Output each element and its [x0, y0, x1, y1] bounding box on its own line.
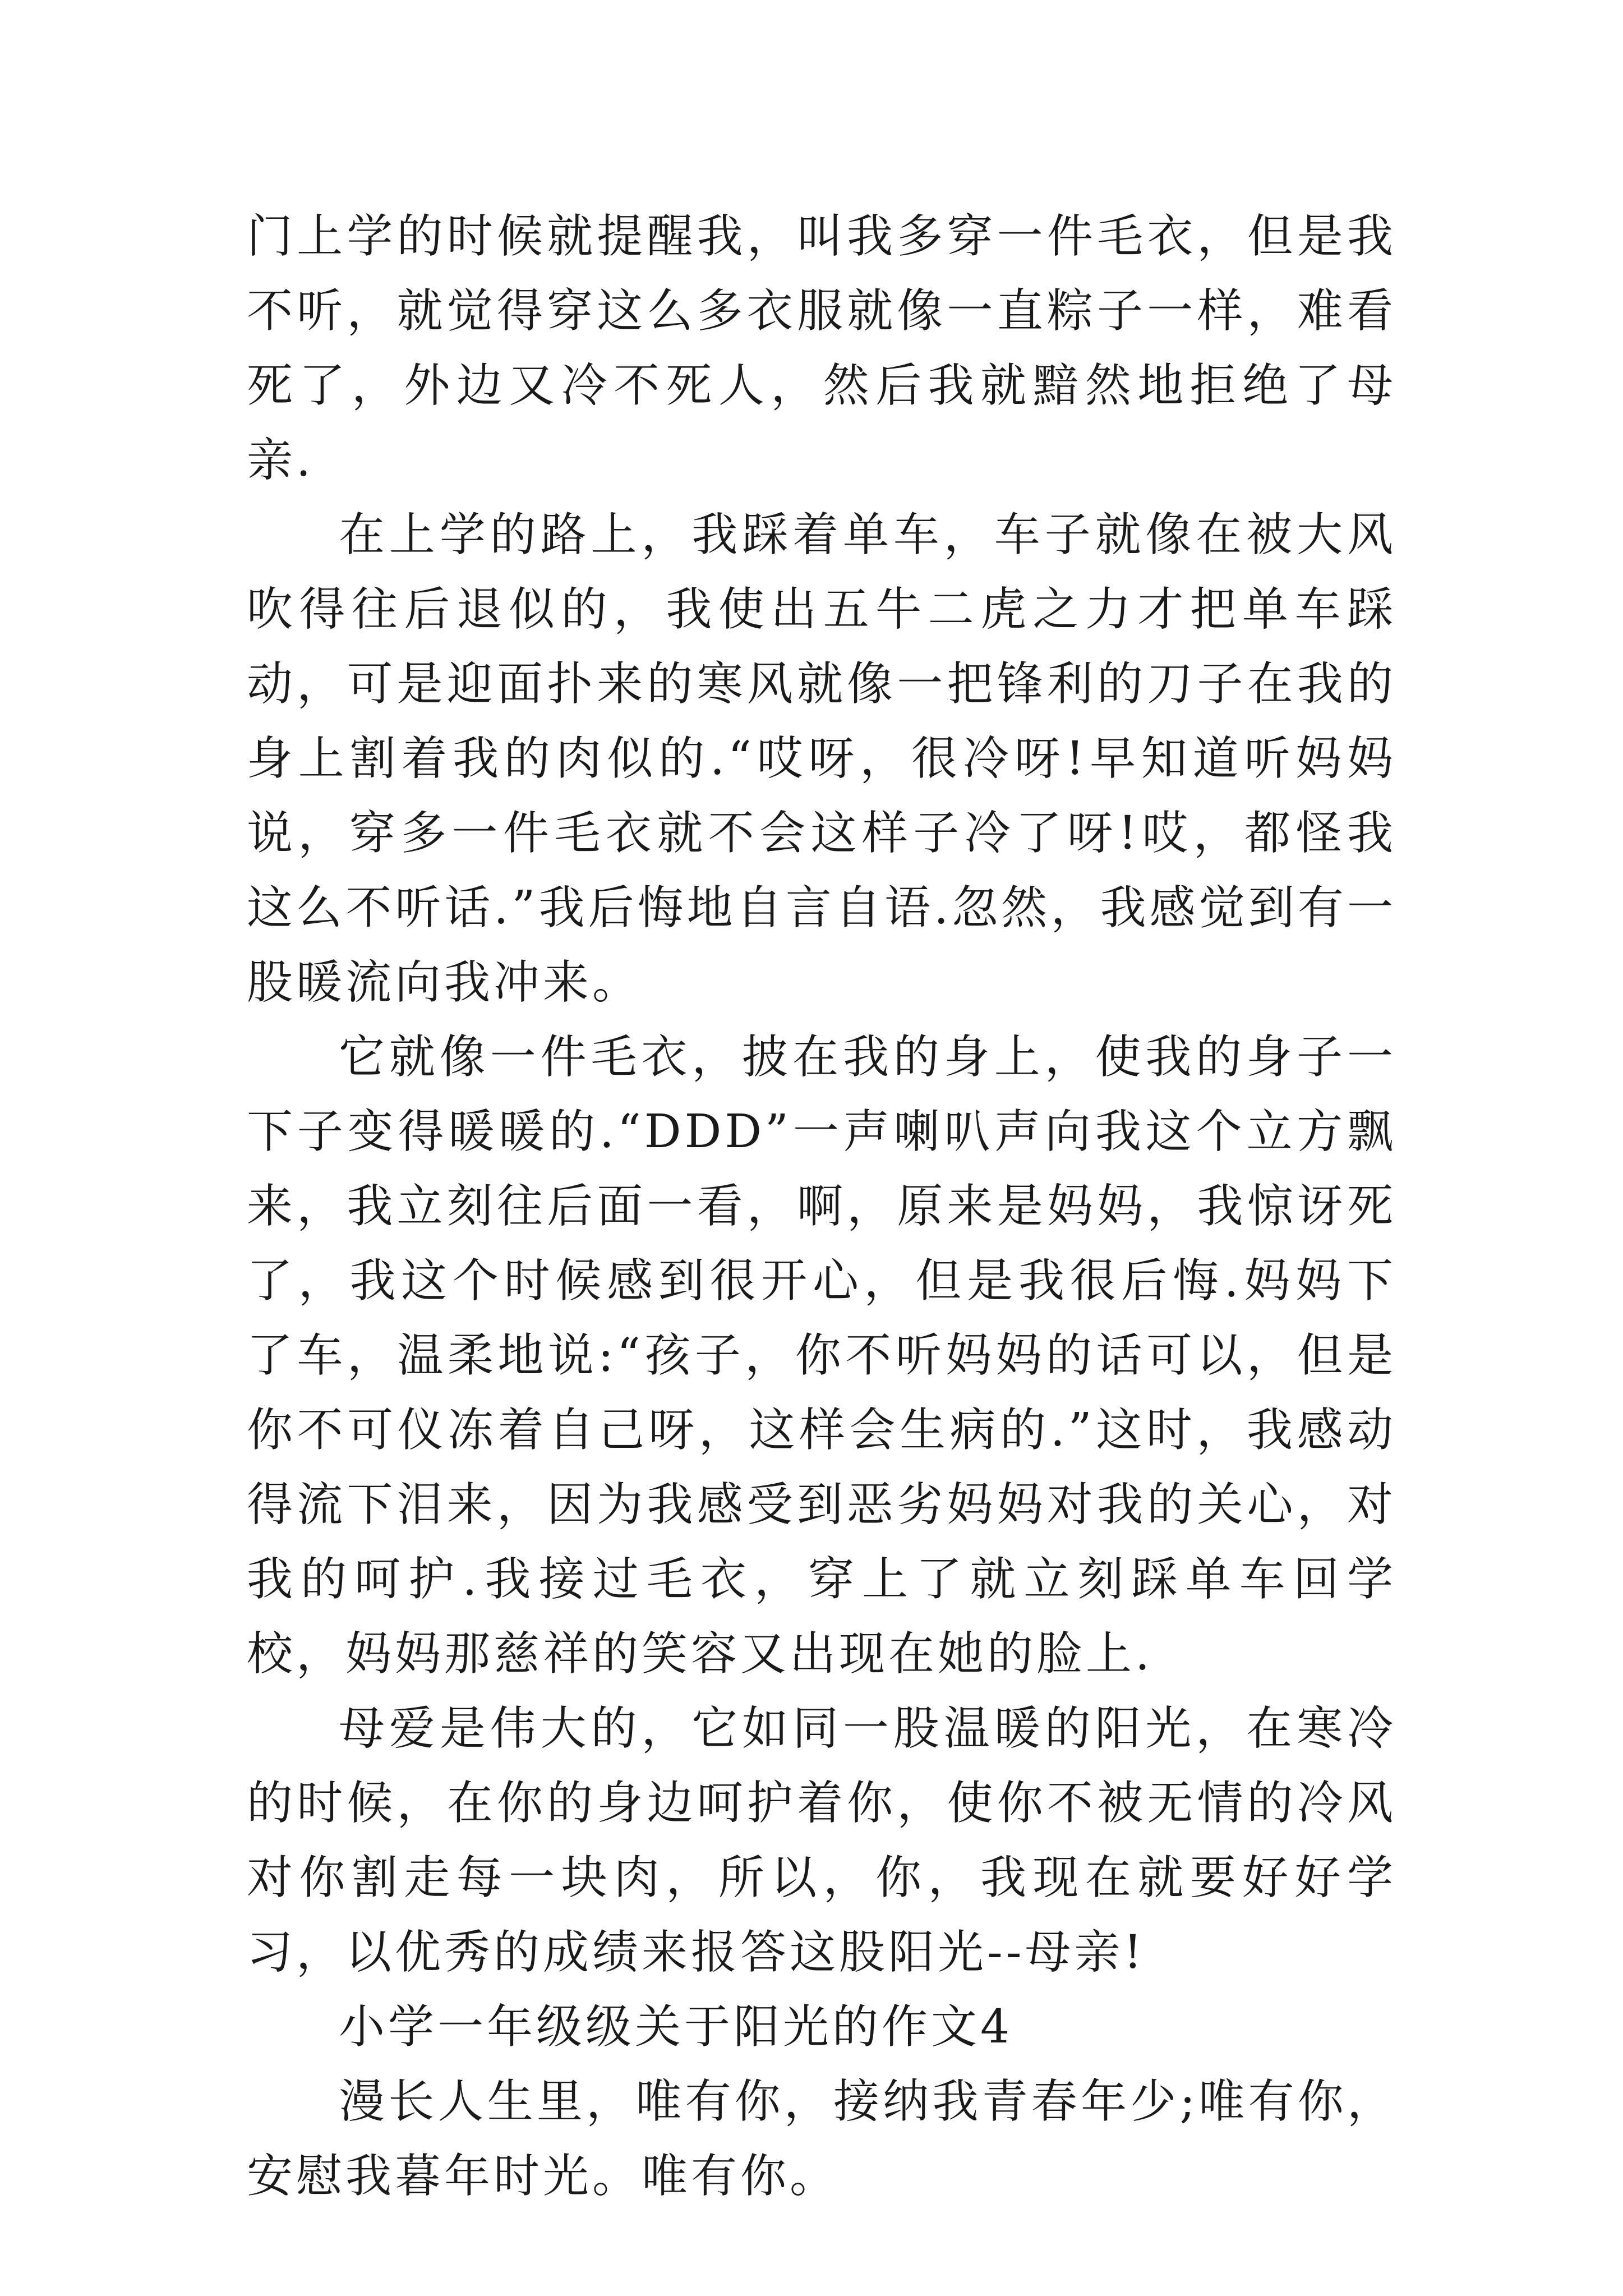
document-body — [247, 199, 1396, 2214]
paragraph: 它就像一件毛衣，披在我的身上，使我的身子一下子变得暖暖的.“DDD”一声喇叭声向我这个立方飘来，我立刻往后面一看，啊，原来是妈妈，我惊讶死了，我这个时候感到很开心，但是我很后悔.妈妈下了车，温柔地说:“孩子，你不听妈妈的话可以，但是你不可仪冻着自己呀，这样会生病的.”这时，我感动得流下泪来，因为我感受到恶劣妈妈对我的关心，对我的呵护.我接过毛衣，穿上了就立刻踩单车回学校，妈妈那慈祥的笑容又出现在她的脸上. — [247, 1030, 1396, 1681]
paragraph: 母爱是伟大的，它如同一股温暖的阳光，在寒冷的时候，在你的身边呵护着你，使你不被无情的冷风对你割走每一块肉，所以，你，我现在就要好好学习，以优秀的成绩来报答这股阳光--母亲! — [247, 1702, 1396, 1979]
paragraph-continuation: 门上学的时候就提醒我，叫我多穿一件毛衣，但是我不听，就觉得穿这么多衣服就像一直粽子一样，难看死了，外边又冷不死人，然后我就黯然地拒绝了母亲. — [247, 210, 1396, 487]
paragraph: 在上学的路上，我踩着单车，车子就像在被大风吹得往后退似的，我使出五牛二虎之力才把单车踩动，可是迎面扑来的寒风就像一把锋利的刀子在我的身上割着我的肉似的.“哎呀，很冷呀!早知道听妈妈说，穿多一件毛衣就不会这样子冷了呀!哎，都怪我这么不听话.”我后悔地自言自语.忽然，我感觉到有一股暖流向我冲来。 — [247, 508, 1396, 1009]
section-heading: 小学一年级级关于阳光的作文4 — [339, 2000, 1013, 2054]
paragraph: 漫长人生里，唯有你，接纳我青春年少;唯有你，安慰我暮年时光。唯有你。 — [247, 2075, 1396, 2203]
